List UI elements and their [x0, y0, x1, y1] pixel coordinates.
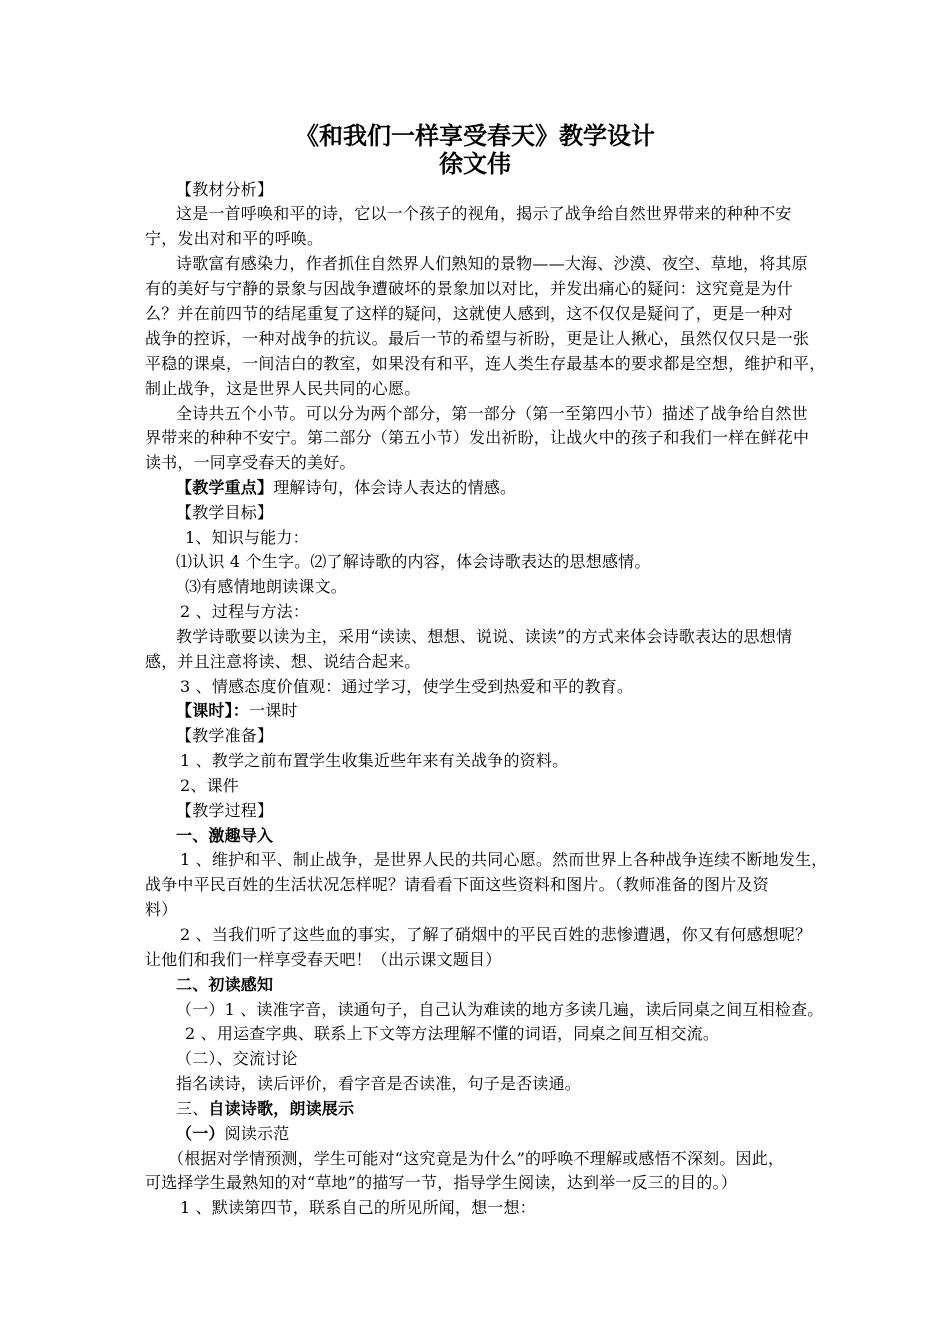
paragraph-line: 指名读诗，读后评价，看字音是否读准，句子是否读通。	[176, 1074, 582, 1093]
paragraph-line: 战争的控诉，一种对战争的抗议。最后一节的希望与祈盼，更是让人揪心，虽然仅仅只是一张	[145, 329, 810, 348]
paragraph-line: ⑴认识 4 个生字。⑵了解诗歌的内容，体会诗歌表达的思想感情。	[176, 552, 651, 571]
paragraph-line: 可选择学生最熟知的对“草地”的描写一节，指导学生阅读，达到举一反三的目的。）	[145, 1173, 737, 1192]
paragraph-line: 全诗共五个小节。可以分为两个部分，第一部分（第一至第四小节）描述了战争给自然世	[176, 404, 808, 423]
paragraph-line: 3 、情感态度价值观：通过学习，使学生受到热爱和平的教育。	[180, 677, 634, 696]
paragraph-line: 这是一首呼唤和平的诗，它以一个孩子的视角，揭示了战争给自然世界带来的种种不安	[176, 204, 792, 223]
section-heading: 二、初读感知	[176, 975, 274, 994]
heading-preparation: 【教学准备】	[176, 726, 274, 745]
subsection-heading	[176, 1122, 289, 1146]
subsection-number: （一）	[176, 1124, 225, 1143]
paragraph-line: 2 、当我们听了这些血的事实，了解了硝烟中的平民百姓的悲惨遭遇，你又有何感想呢？	[180, 925, 812, 944]
paragraph-line: 读书，一同享受春天的美好。	[145, 453, 356, 472]
heading-textbook-analysis: 【教材分析】	[176, 180, 274, 199]
heading-teaching-goals: 【教学目标】	[176, 503, 274, 522]
key-point-label: 【教学重点】	[176, 478, 274, 497]
paragraph-line: 么？并在前四节的结尾重复了这样的疑问，这就使人感到，这不仅仅是疑问了，更是一种对	[145, 304, 794, 323]
heading-teaching-process: 【教学过程】	[176, 801, 274, 820]
paragraph-line: 料）	[145, 900, 178, 919]
section-heading	[176, 1097, 354, 1121]
paragraph-line: 宁，发出对和平的呼唤。	[145, 229, 324, 248]
paragraph-line: 界带来的种种不安宁。第二部分（第五小节）发出祈盼，让战火中的孩子和我们一样在鲜花中	[145, 428, 810, 447]
key-point-line	[176, 476, 516, 500]
duration-label: 【课时】：	[176, 701, 250, 720]
paragraph-line: 诗歌富有感染力，作者抓住自然界人们熟知的景物——大海、沙漠、夜空、草地，将其原	[176, 254, 808, 273]
paragraph-line: 2 、用运查字典、联系上下文等方法理解不懂的词语，同桌之间互相交流。	[185, 1024, 720, 1043]
paragraph-line: 让他们和我们一样享受春天吧！（出示课文题目）	[145, 950, 502, 969]
paragraph-line: 2、课件	[180, 776, 239, 795]
paragraph-line: （根据对学情预测，学生可能对“这究竟是为什么”的呼唤不理解或感悟不深刻。因此，	[168, 1149, 785, 1168]
subsection-title: 阅读示范	[224, 1124, 290, 1143]
duration-text: 一课时	[249, 701, 298, 720]
paragraph-line: 教学诗歌要以读为主，采用“读读、想想、说说、读读”的方式来体会诗歌表达的思想情	[176, 627, 793, 646]
paragraph-line: 有的美好与宁静的景象与因战争遭破坏的景象加以对比，并发出痛心的疑问：这究竟是为什	[145, 279, 794, 298]
section-title: 自读诗歌，朗读展示	[208, 1099, 355, 1118]
key-point-text: 理解诗句，体会诗人表达的情感。	[273, 478, 517, 497]
duration-line	[176, 699, 298, 723]
document-author: 徐文伟	[439, 150, 511, 178]
section-number: 三、	[176, 1099, 209, 1118]
paragraph-line: 2 、过程与方法：	[180, 602, 310, 621]
paragraph-line: （一）1 、读准字音，读通句子，自己认为难读的地方多读几遍，读后同桌之间互相检查。	[176, 1000, 824, 1019]
paragraph-line: 制止战争，这是世界人民共同的心愿。	[145, 379, 421, 398]
section-heading: 一、激趣导入	[176, 826, 274, 845]
paragraph-line: 战争中平民百姓的生活状况怎样呢？请看看下面这些资料和图片。（教师准备的图片及资	[145, 875, 769, 894]
paragraph-line: （二）、交流讨论	[176, 1049, 298, 1068]
paragraph-line: 感，并且注意将读、想、说结合起来。	[145, 652, 421, 671]
paragraph-line: 1 、维护和平、制止战争，是世界人民的共同心愿。然而世界上各种战争连续不断地发生，	[180, 850, 828, 869]
document-title: 《和我们一样享受春天》教学设计	[295, 122, 655, 150]
paragraph-line: 1、知识与能力：	[185, 528, 309, 547]
paragraph-line: 平稳的课桌，一间洁白的教室，如果没有和平，连人类生存最基本的要求都是空想，维护和平，	[145, 354, 826, 373]
paragraph-line: 1 、默读第四节，联系自己的所见所闻，想一想：	[180, 1198, 536, 1217]
paragraph-line: ⑶有感情地朗读课文。	[185, 577, 348, 596]
paragraph-line: 1 、教学之前布置学生收集近些年来有关战争的资料。	[180, 751, 569, 770]
